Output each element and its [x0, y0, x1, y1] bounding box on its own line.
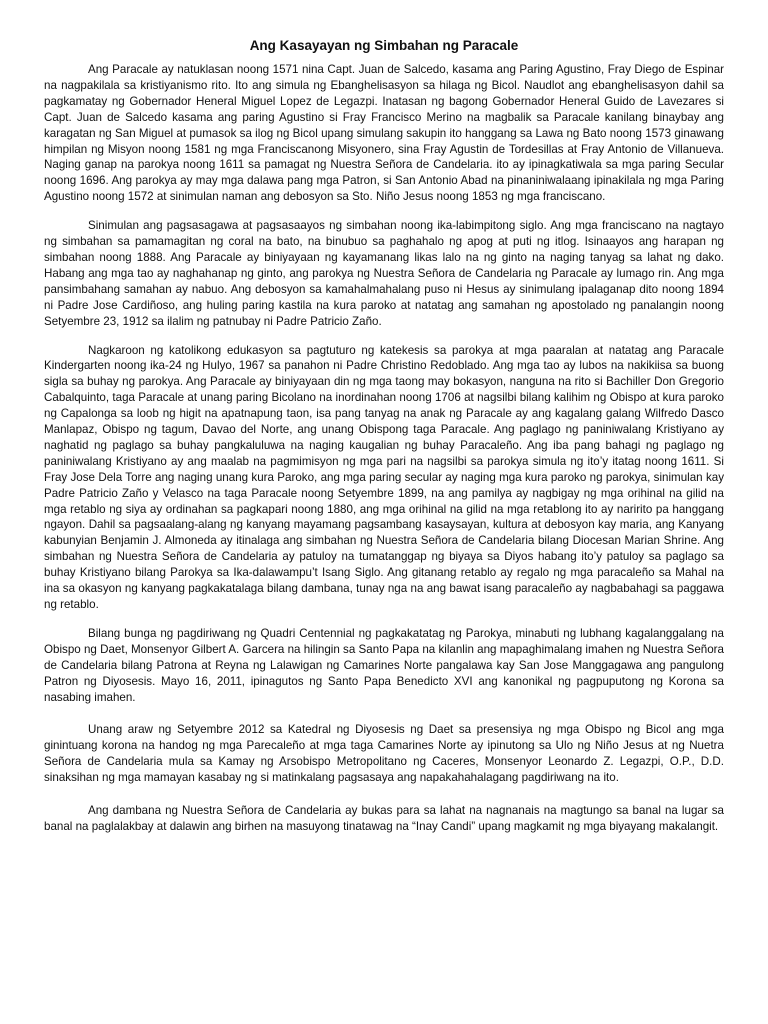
paragraph-coronation: Unang araw ng Setyembre 2012 sa Katedral ng Diyosesis ng Daet sa presensiya ng mga Obispo ng Bicol ang mga ginintuang korona na handog ng mga Parecaleño at mga taga Camarines Norte ay ipinutong sa Ulo ng Niño Jesus at ng Nuetra Señora de Candelaria mula sa Kamay ng Arsobispo Metropolitano ng Caceres, Monsenyor Leonardo Z. Legazpi, O.P., D.D. sinaksihan ng mga mamayan kasabay ng si matinkalang pagsasaya ang napakahahalagang pagdiriwang na ito.	[44, 723, 724, 785]
paragraph-quadri-centennial: Bilang bunga ng pagdiriwang ng Quadri Centennial ng pagkakatatag ng Parokya, minabuti ng lubhang kagalanggalang na Obispo ng Daet, Monsenyor Gilbert A. Garcera na hilingin sa Santo Papa na kilanlin ang mapaghimalang imahen ng Nuestra Señora de Candelaria bilang Patrona at Reyna ng Lalawigan ng Camarines Norte pangalawa kay San Jose Manggagawa ang pangulong Patron ng Diyosesis. Mayo 16, 2011, ipinagutos ng Santo Papa Benedicto XVI ang kanonikal ng pagpuputong ng Korona sa nasabing imahen.	[44, 626, 724, 704]
document-body	[44, 62, 724, 848]
paragraph-shrine-invitation: Ang dambana ng Nuestra Señora de Candelaria ay bukas para sa lahat na nagnanais na magtungo sa banal na lugar sa banal na paglalakbay at dalawin ang birhen na masuyong tinatawag na “Inay Candi” upang magkamit ng mga biyayang makalangit.	[44, 804, 724, 833]
paragraph-catholic-education: Nagkaroon ng katolikong edukasyon sa pagtuturo ng katekesis sa parokya at mga paaralan at natatag ang Paracale Kindergarten noong ika-24 ng Hulyo, 1967 sa panahon ni Padre Christino Redoblado. Ang mga tao ay lubos na nakikiisa sa buong sigla sa buhay ng parokya. Ang Paracale ay biniyayaan din ng mga taong may bokasyon, nanguna na rito si Bachiller Don Gregorio Cabalquinto, taga Paracale at unang paring Bicolano na inordinahan noong 1706 at nagsilbi bilang kalihim ng Obispo at kura paroko ng Capalonga sa loob ng higit na apatnapung taon, isa pang tanyag na anak ng Paracale ay ang kagalang galang Wilfredo Dasco Manlapaz, Obispo ng tagum, Davao del Norte, ang unang Obispong taga Paracale. Ang paglago ng paniniwalang Kristiyano ay naghatid ng paglago sa buhay pangkaluluwa na naging kaugalian ng buhay Paracaleño. Ang iba pang bahagi ng paglago ng paniniwalang Kristiyano ay ang maalab na pagmimisyon ng mga pari na nagsilbi sa parokya simula ng ito’y itatag noong 1611. Si Fray Jose Dela Torre ang naging unang kura Paroko, ang mga paring secular ay naging mga kura paroko ng parokya, sinimulan kay Padre Patricio Zaño y Velasco na taga Paracale noong Setyembre 1899, na ang pamilya ay nagbigay ng mga orihinal na gilid na mga retablo ng siya ay ordinahan sa pagkapari noong 1880, ang mga orihinal na gilid na mga retablong ito ay naririto pa hanggang ngayon. Dahil sa pagsaalang-alang ng kanyang mayamang pagsambang kasaysayan, kultura at debosyon kay maria, ang Kanyang kabunyian Benjamin J. Almoneda ay itinalaga ang simbahan ng Nuestra Señora de Candelaria bilang Diocesan Marian Shrine. Ang simbahan ng Nuestra Señora de Candelaria ay patuloy na tumatanggap ng biyaya sa Diyos habang ito’y patuloy sa paglago sa buhay Kristiyano bilang Parokya sa Ika-dalawampu’t Isang Siglo. Ang gitanang retablo ay regalo ng mga paracaleño sa Mahal na ina sa okasyon ng kanyang pagkakatalaga bilang dambana, tunay nga na ang bawat isang paracaleño ay nagbabahagi sa paggawa ng retablo.	[44, 343, 724, 611]
document-title: Ang Kasayayan ng Simbahan ng Paracale	[249, 38, 519, 53]
paragraph-history-founding: Ang Paracale ay natuklasan noong 1571 nina Capt. Juan de Salcedo, kasama ang Paring Agustino, Fray Diego de Espinar na nagpakilala sa kristiyanismo rito. Ito ang simula ng Ebanghelisasyon sa hilaga ng Bicol. Naudlot ang ebanghelisasyon dahil sa pagkamatay ng Gobernador Heneral Miguel Lopez de Legazpi. Inatasan ng bagong Gobernador Heneral Guido de Lavezares si Capt. Juan de Salcedo kasama ang paring Agustino si Fray Francisco Merino na magbalik sa Paracale kanilang binaybay ang karagatan ng San Miguel at pumasok sa ilog ng Bicol upang simulang sakupin ito hanggang sa Lawa ng Bato noong 1573 ginawang himpilan ng Misyon noong 1581 ng mga Franciscanong Misyonero, sina Fray Agustin de Tordesillas at Fray Antonio de Villanueva. Naging ganap na parokya noong 1611 sa pamagat ng Nuestra Señora de Candelaria. ito ay ipinagkatiwala sa mga paring Secular noong 1696. Ang parokya ay may mga dalawa pang mga Patron, si San Antonio Abad na pinaniniwalaang ipinakilala ng mga Paring Agustino noong 1572 at sinimulan naman ang debosyon sa Sto. Niño Jesus noong 1853 ng mga franciscano.	[44, 63, 724, 204]
paragraph-church-construction: Sinimulan ang pagsasagawa at pagsasaayos ng simbahan noong ika-labimpitong siglo. Ang mga franciscano na nagtayo ng simbahan sa pamamagitan ng coral na bato, na binubuo sa paghahalo ng apog at puti ng itlog. Isinaayos ang harapan ng simbahan noong 1888. Ang Paracale ay biniyayaan ng kayamanang likas lalo na ng ginto na naging tanyag sa lahat ng dako. Habang ang mga tao ay naghahanap ng ginto, ang parokya ng Nuestra Señora de Candelaria ng Paracale ay lumago rin. Ang mga pansimbahang samahan ay nabuo. Ang debosyon sa kamahalmahalang puso ni Hesus ay sinimulang ipalaganap dito noong 1894 ni Padre Jose Cardiñoso, ang huling paring kastila na kura paroko at natatag ang samahan ng apostolado ng panalangin noong Setyembre 23, 1912 sa ilalim ng patnubay ni Padre Patricio Zaño.	[44, 219, 724, 328]
